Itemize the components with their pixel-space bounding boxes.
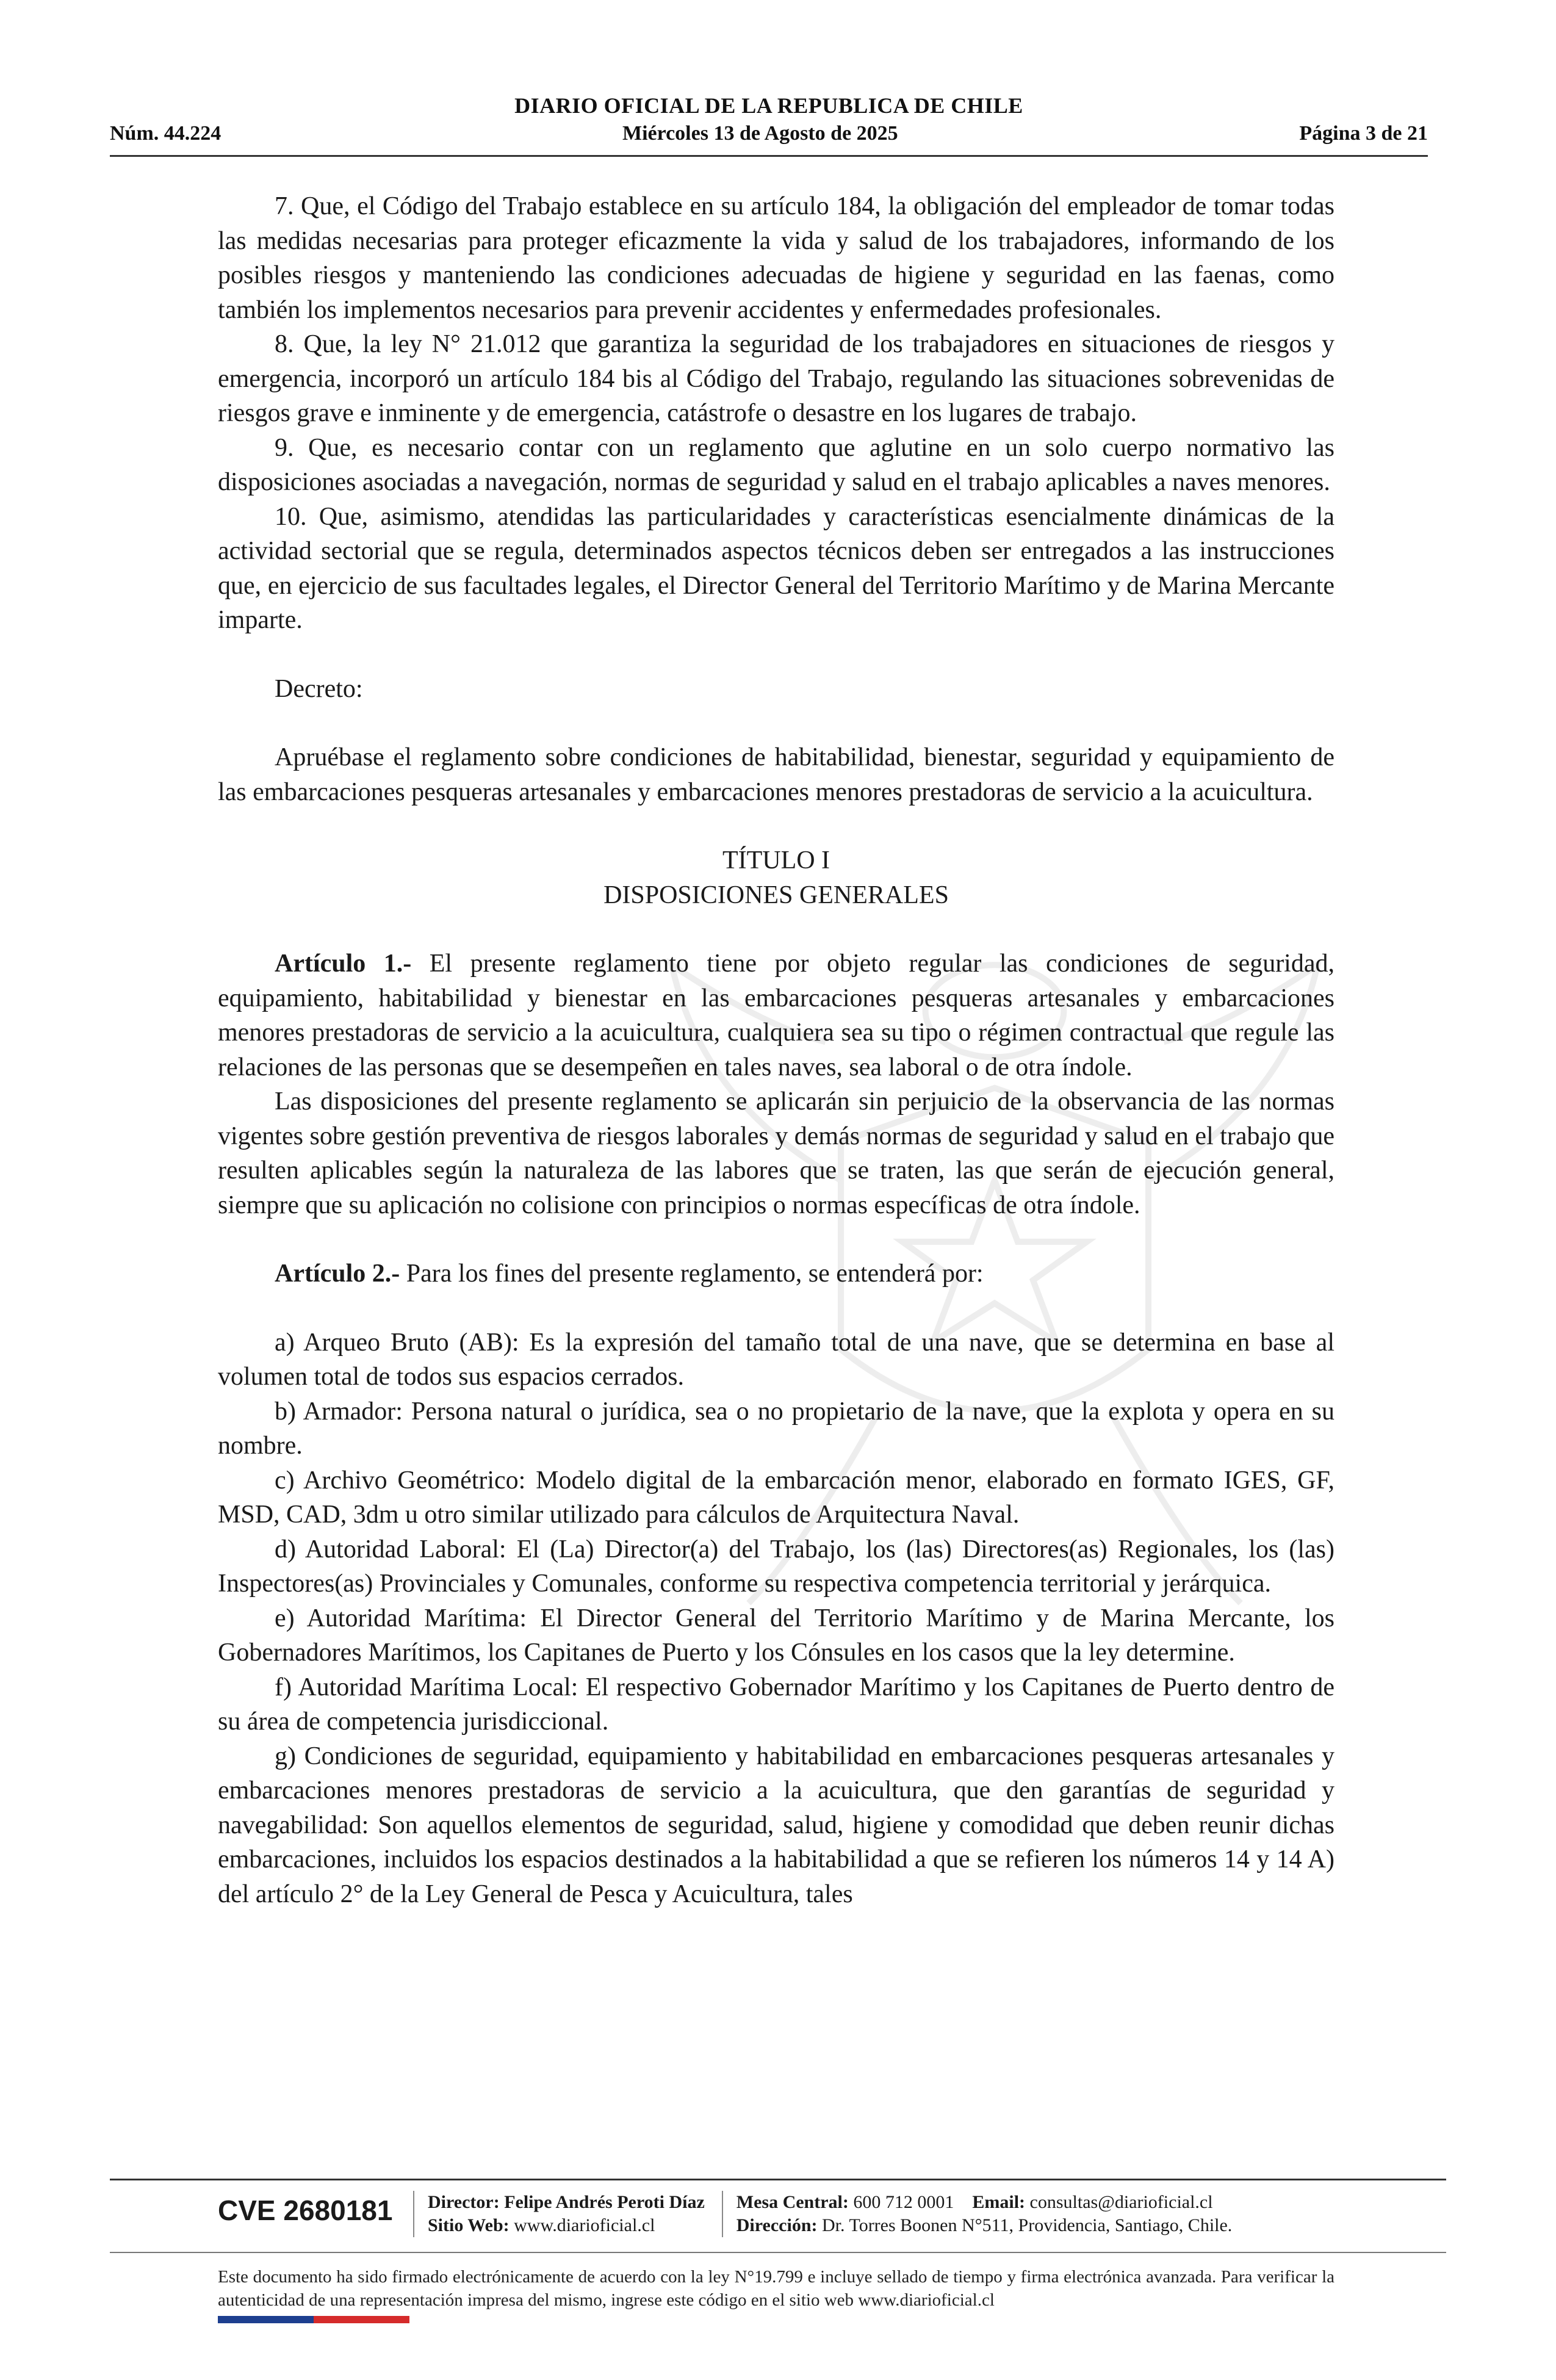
- footer-divider-bottom: [110, 2252, 1446, 2253]
- issue-number: Núm. 44.224: [110, 122, 222, 145]
- definition-d: d) Autoridad Laboral: El (La) Director(a) del Trabajo, los (las) Directores(as) Regionales, los (las) Inspectores(as) Provinciales y Comunales, conforme su respectiva competencia territorial y jerárquica.: [218, 1535, 1334, 1598]
- footer-director-block: [413, 2191, 705, 2237]
- header-divider: [110, 155, 1428, 157]
- legal-notice: Este documento ha sido firmado electrónicamente de acuerdo con la ley N°19.799 e incluye sellado de tiempo y firma electrónica avanzada. Para verificar la autenticidad de una representación impresa del mismo, ingrese este código en el sitio web www.diarioficial.cl: [218, 2267, 1334, 2310]
- issue-date: Miércoles 13 de Agosto de 2025: [622, 122, 898, 145]
- articulo-1-label: Artículo 1.-: [275, 950, 412, 978]
- titulo-name: DISPOSICIONES GENERALES: [603, 881, 949, 909]
- decreto-label: Decreto:: [275, 674, 363, 703]
- definition-e: e) Autoridad Marítima: El Director General del Territorio Marítimo y de Marina Mercante, los Gobernadores Marítimos, los Capitanes de Puerto y los Cónsules en los casos que la ley determine.: [218, 1604, 1334, 1667]
- articulo-2-text: Para los fines del presente reglamento, se entenderá por:: [400, 1260, 984, 1288]
- page-number: Página 3 de 21: [1299, 122, 1428, 145]
- titulo-number: TÍTULO I: [722, 846, 830, 874]
- considerando-9: 9. Que, es necesario contar con un reglamento que aglutine en un solo cuerpo normativo las disposiciones asociadas a navegación, normas de seguridad y salud en el trabajo aplicables a naves menores.: [218, 433, 1334, 496]
- email-label: Email:: [972, 2192, 1026, 2212]
- definition-a: a) Arqueo Bruto (AB): Es la expresión del tamaño total de una nave, que se determina en base al volumen total de todos sus espacios cerrados.: [218, 1328, 1334, 1391]
- definition-b: b) Armador: Persona natural o jurídica, sea o no propietario de la nave, que la explota y opera en su nombre.: [218, 1397, 1334, 1460]
- articulo-1-paragraph-2: Las disposiciones del presente reglamento se aplicarán sin perjuicio de la observancia de las normas vigentes sobre gestión preventiva de riesgos laborales y demás normas de seguridad y salud en el trabajo que resulten aplicables según la naturaleza de las labores que se traten, las que serán de ejecución general, siempre que su aplicación no colisione con principios o normas específicas de otra índole.: [218, 1087, 1334, 1219]
- considerando-7: 7. Que, el Código del Trabajo establece en su artículo 184, la obligación del empleador de tomar todas las medidas necesarias para proteger eficazmente la vida y salud de los trabajadores, informando de los posibles riesgos y manteniendo las condiciones adecuadas de higiene y seguridad en las faenas, como también los implementos necesarios para prevenir accidentes y enfermedades profesionales.: [218, 192, 1334, 324]
- director-label: Director:: [428, 2192, 500, 2212]
- phone-number: 600 712 0001: [853, 2192, 954, 2212]
- website-link[interactable]: www.diarioficial.cl: [514, 2215, 655, 2235]
- footer-divider-top: [110, 2179, 1446, 2180]
- definition-g: g) Condiciones de seguridad, equipamiento y habitabilidad en embarcaciones pesqueras artesanales y embarcaciones menores prestadoras de servicio a la acuicultura, que den garantías de seguridad y navegabilidad: Son aquellos elementos de seguridad, salud, higiene y comodidad que deben reunir dichas embarcaciones, incluidos los espacios destinados a la habitabilidad a que se refieren los números 14 y 14 A) del artículo 2° de la Ley General de Pesca y Acuicultura, tales: [218, 1742, 1334, 1908]
- decreto-text: Apruébase el reglamento sobre condiciones de habitabilidad, bienestar, seguridad y equipamiento de las embarcaciones pesqueras artesanales y embarcaciones menores prestadoras de servicio a la acuicultura.: [218, 743, 1334, 806]
- email-link[interactable]: consultas@diarioficial.cl: [1029, 2192, 1213, 2212]
- director-name: Felipe Andrés Peroti Díaz: [504, 2192, 705, 2212]
- document-body: [218, 189, 1334, 1911]
- flag-bar-red: [314, 2316, 409, 2323]
- articulo-2-label: Artículo 2.-: [275, 1260, 400, 1288]
- address: Dr. Torres Boonen N°511, Providencia, Santiago, Chile.: [822, 2215, 1233, 2235]
- journal-title: DIARIO OFICIAL DE LA REPUBLICA DE CHILE: [514, 93, 1023, 118]
- page-footer: [218, 2191, 1334, 2237]
- considerando-8: 8. Que, la ley N° 21.012 que garantiza la seguridad de los trabajadores en situaciones de riesgos y emergencia, incorporó un artículo 184 bis al Código del Trabajo, regulando las situaciones sobrevenidas de riesgos grave e inminente y de emergencia, catástrofe o desastre en los lugares de trabajo.: [218, 330, 1334, 427]
- cve-code: CVE 2680181: [218, 2194, 393, 2226]
- articulo-1: [218, 947, 1334, 1084]
- page-header: [110, 92, 1428, 148]
- definition-f: f) Autoridad Marítima Local: El respectivo Gobernador Marítimo y los Capitanes de Puerto dentro de su área de competencia jurisdiccional.: [218, 1673, 1334, 1736]
- articulo-1-text: El presente reglamento tiene por objeto regular las condiciones de seguridad, equipamiento, habitabilidad y bienestar en las embarcaciones pesqueras artesanales y embarcaciones menores prestadoras de servicio a la acuicultura, cualquiera sea su tipo o régimen contractual que regule las relaciones de las personas que se desempeñen en tales naves, sea laboral o de otra índole.: [218, 950, 1334, 1081]
- flag-bar-blue: [218, 2316, 314, 2323]
- web-label: Sitio Web:: [428, 2215, 510, 2235]
- articulo-2: [218, 1257, 1334, 1291]
- address-label: Dirección:: [736, 2215, 818, 2235]
- footer-contact-block: [722, 2191, 1233, 2237]
- considerando-10: 10. Que, asimismo, atendidas las particularidades y características esencialmente dinámicas de la actividad sectorial que se regula, determinados aspectos técnicos deben ser entregados a las instrucciones que, en ejercicio de sus facultades legales, el Director General del Territorio Marítimo y de Marina Mercante imparte.: [218, 502, 1334, 634]
- mesa-label: Mesa Central:: [736, 2192, 849, 2212]
- definition-c: c) Archivo Geométrico: Modelo digital de la embarcación menor, elaborado en formato IGES, GF, MSD, CAD, 3dm u otro similar utilizado para cálculos de Arquitectura Naval.: [218, 1466, 1334, 1529]
